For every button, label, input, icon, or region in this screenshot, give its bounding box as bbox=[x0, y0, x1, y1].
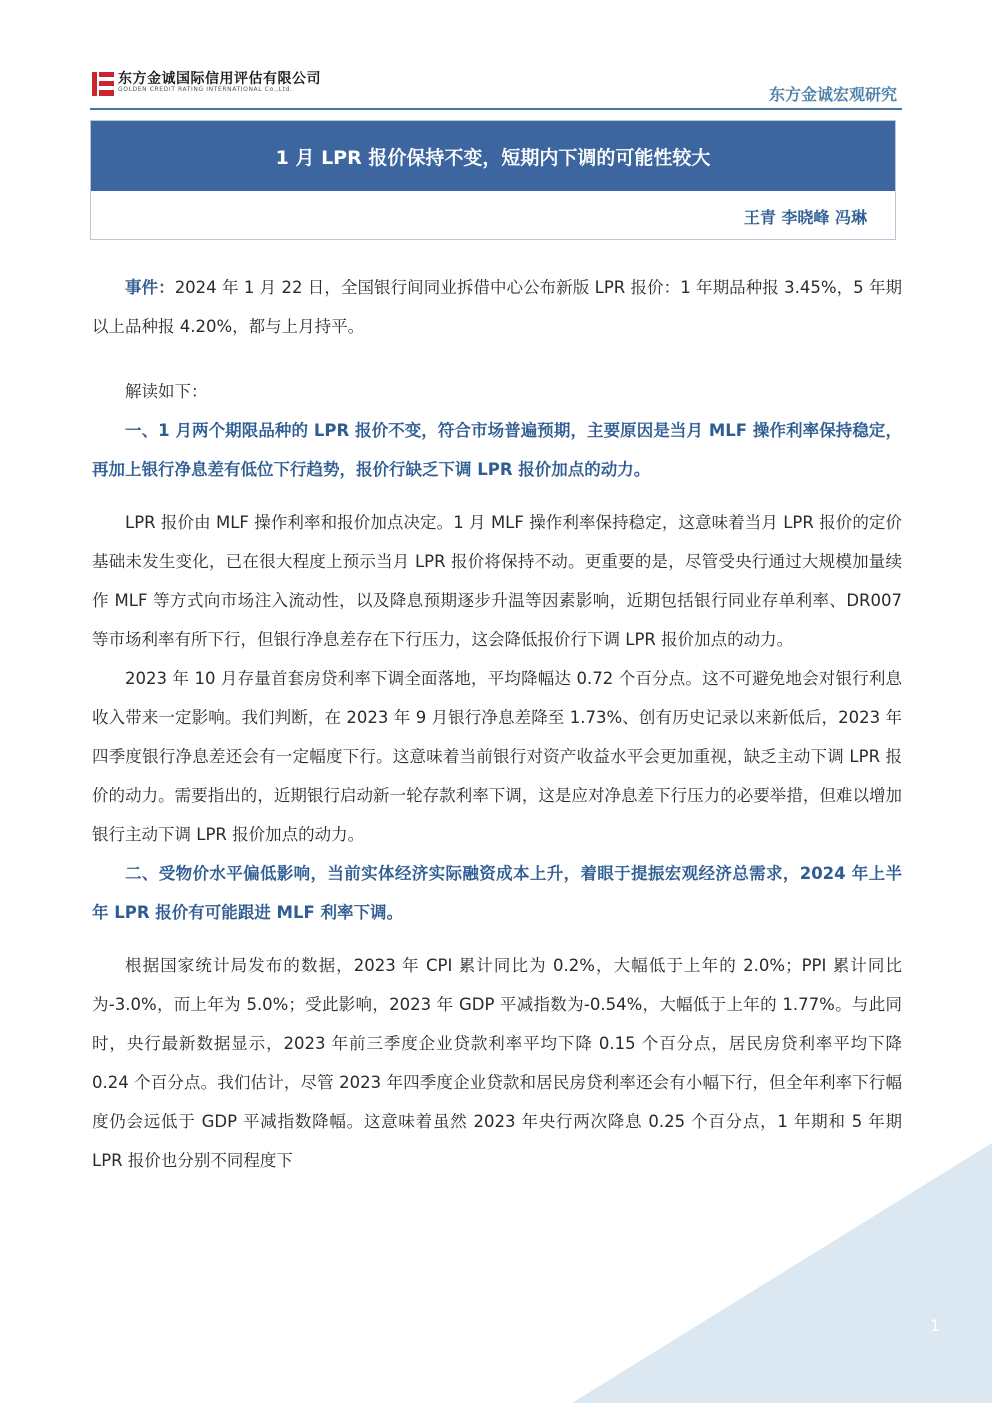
logo-company-name-en: GOLDEN CREDIT RATING INTERNATIONAL Co.,Ltd. bbox=[118, 86, 293, 93]
page-number: 1 bbox=[929, 1316, 940, 1335]
logo-company-name: 东方金诚国际信用评估有限公司 bbox=[118, 71, 321, 87]
company-logo bbox=[92, 72, 321, 96]
paragraph-1: LPR 报价由 MLF 操作利率和报价加点决定。1 月 MLF 操作利率保持稳定，这意味着当月 LPR 报价的定价基础未发生变化，已在很大程度上预示当月 LPR 报价将保持不动。更重要的是，尽管受央行通过大规模加量续作 MLF 等方式向市场注入流动性，以及降息预期逐步升温等因素影响，近期包括银行同业存单利率、DR007 等市场利率有所下行，但银行净息差存在下行压力，这会降低报价行下调 LPR 报价加点的动力。 bbox=[92, 513, 902, 649]
section-heading-1: 一、1 月两个期限品种的 LPR 报价不变，符合市场普遍预期，主要原因是当月 MLF 操作利率保持稳定，再加上银行净息差有低位下行趋势，报价行缺乏下调 LPR 报价加点的动力。 bbox=[92, 421, 902, 479]
event-lead: 事件： bbox=[125, 278, 175, 297]
section-heading-2: 二、受物价水平偏低影响，当前实体经济实际融资成本上升，着眼于提振宏观经济总需求，2024 年上半年 LPR 报价有可能跟进 MLF 利率下调。 bbox=[92, 864, 902, 922]
intro-paragraph: 解读如下： bbox=[125, 382, 208, 401]
logo-mark-icon bbox=[92, 72, 114, 96]
event-paragraph bbox=[92, 268, 902, 346]
corner-decoration bbox=[572, 1143, 992, 1403]
header-divider bbox=[90, 108, 902, 110]
report-title: 1 月 LPR 报价保持不变，短期内下调的可能性较大 bbox=[91, 121, 895, 191]
paragraph-2: 2023 年 10 月存量首套房贷利率下调全面落地，平均降幅达 0.72 个百分点。这不可避免地会对银行利息收入带来一定影响。我们判断，在 2023 年 9 月银行净息差降至 1.73%、创有历史记录以来新低后，2023 年四季度银行净息差还会有一定幅度下行。这意味着当前银行对资产收益水平会更加重视，缺乏主动下调 LPR 报价的动力。需要指出的，近期银行启动新一轮存款利率下调，这是应对净息差下行压力的必要举措，但难以增加银行主动下调 LPR 报价加点的动力。 bbox=[92, 669, 902, 844]
paragraph-3: 根据国家统计局发布的数据，2023 年 CPI 累计同比为 0.2%，大幅低于上年的 2.0%；PPI 累计同比为-3.0%，而上年为 5.0%；受此影响，2023 年 GDP 平减指数为-0.54%，大幅低于上年的 1.77%。与此同时，央行最新数据显示，2023 年前三季度企业贷款利率平均下降 0.15 个百分点，居民房贷利率平均下降 0.24 个百分点。我们估计，尽管 2023 年四季度企业贷款和居民房贷利率还会有小幅下行，但全年利率下行幅度仍会远低于 GDP 平减指数降幅。这意味着虽然 2023 年央行两次降息 0.25 个百分点，1 年期和 5 年期 LPR 报价也分别不同程度下 bbox=[92, 956, 902, 1170]
brand-label: 东方金诚宏观研究 bbox=[768, 85, 897, 104]
report-authors: 王青 李晓峰 冯琳 bbox=[743, 208, 867, 227]
title-box bbox=[90, 120, 896, 240]
report-body bbox=[92, 268, 902, 1180]
event-text: 2024 年 1 月 22 日，全国银行间同业拆借中心公布新版 LPR 报价：1 年期品种报 3.45%，5 年期以上品种报 4.20%，都与上月持平。 bbox=[92, 278, 903, 336]
